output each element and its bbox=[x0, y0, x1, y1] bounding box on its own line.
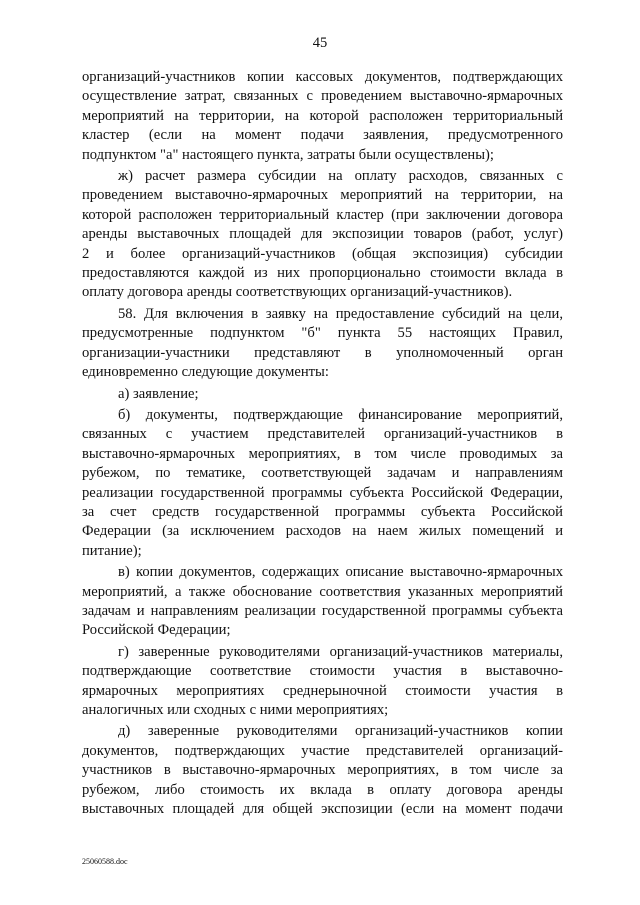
text-line: организаций-участников копии кассовых документов, подтверждающих bbox=[82, 69, 563, 85]
text-line: рубежом, по тематике, соответствующей задачам и направлениям bbox=[82, 465, 563, 482]
paragraph bbox=[82, 167, 563, 303]
text-line: Федерации (за исключением расходов на наем жилых помещений и bbox=[82, 523, 563, 540]
text-line: связанных с участием представителей организаций-участников в bbox=[82, 426, 563, 443]
paragraph bbox=[82, 385, 563, 404]
text-line: питание); bbox=[82, 542, 142, 559]
text-line: д) заверенные руководителями организаций-участников копии bbox=[118, 723, 563, 740]
text-line: выставочно-ярмарочных мероприятиях, в том числе проводимых за bbox=[82, 445, 563, 462]
text-line: Российской Федерации; bbox=[82, 622, 231, 639]
text-line: предоставляются каждой из них пропорционально стоимости вклада в bbox=[82, 265, 563, 282]
text-line: 2 и более организаций-участников (общая экспозиция) субсидии bbox=[82, 245, 563, 262]
text-line: проведением выставочно-ярмарочных мероприятий на территории, на bbox=[82, 187, 563, 204]
text-line: задачам и направлениям реализации государственной программы субъекта bbox=[82, 602, 563, 619]
text-line: участников в выставочно-ярмарочных мероприятиях, в том числе за bbox=[82, 762, 563, 779]
text-line: реализации государственной программы субъекта Российской Федерации, bbox=[82, 484, 563, 501]
text-line: мероприятий на территории, на которой расположен территориальный bbox=[82, 107, 563, 124]
page-number: 45 bbox=[312, 35, 328, 51]
paragraph bbox=[82, 305, 563, 383]
text-line: выставочных площадей для общей экспозиции (если на момент подачи bbox=[82, 801, 563, 818]
text-line: а) заявление; bbox=[118, 385, 199, 402]
text-line: организации-участники представляют в уполномоченный орган bbox=[82, 344, 563, 361]
text-line: аренды выставочных площадей для экспозиции товаров (работ, услуг) bbox=[82, 226, 563, 243]
text-line: за счет средств государственной программы субъекта Российской bbox=[82, 503, 563, 520]
text-line: подтверждающие соответствие стоимости участия в выставочно- bbox=[82, 663, 563, 680]
paragraph bbox=[82, 406, 563, 561]
text-line: документов, подтверждающих участие представителей организаций- bbox=[82, 742, 563, 759]
text-line: мероприятий, а также обоснование соответствия указанных мероприятий bbox=[82, 583, 563, 600]
text-line: в) копии документов, содержащих описание выставочно-ярмарочных bbox=[118, 564, 563, 581]
text-line: 58. Для включения в заявку на предоставление субсидий на цели, bbox=[118, 305, 563, 322]
text-line: ярмарочных мероприятиях среднерыночной стоимости участия в bbox=[82, 682, 563, 699]
text-line: ж) расчет размера субсидии на оплату расходов, связанных с bbox=[118, 168, 563, 185]
paragraph bbox=[82, 68, 563, 165]
paragraph bbox=[82, 643, 563, 721]
text-line: предусмотренные подпунктом "б" пункта 55 настоящих Правил, bbox=[82, 325, 563, 342]
text-line: оплату договора аренды соответствующих организаций-участников). bbox=[82, 284, 513, 301]
document-body bbox=[82, 68, 563, 819]
paragraph bbox=[82, 563, 563, 641]
footer-filename: 25060588.doc bbox=[82, 857, 128, 866]
text-line: единовременно следующие документы: bbox=[82, 364, 329, 381]
text-line: кластер (если на момент подачи заявления, предусмотренного bbox=[82, 127, 563, 144]
text-line: осуществление затрат, связанных с проведением выставочно-ярмарочных bbox=[82, 88, 563, 105]
paragraph bbox=[82, 722, 563, 819]
text-line: рубежом, либо стоимость их вклада в оплату договора аренды bbox=[82, 781, 563, 798]
text-line: б) документы, подтверждающие финансирование мероприятий, bbox=[118, 406, 563, 423]
text-line: аналогичных или сходных с ними мероприятиях; bbox=[82, 702, 389, 718]
text-line: которой расположен территориальный кластер (при заключении договора bbox=[82, 206, 563, 223]
text-line: г) заверенные руководителями организаций-участников материалы, bbox=[118, 643, 563, 660]
text-line: подпунктом "а" настоящего пункта, затраты были осуществлены); bbox=[82, 146, 494, 163]
